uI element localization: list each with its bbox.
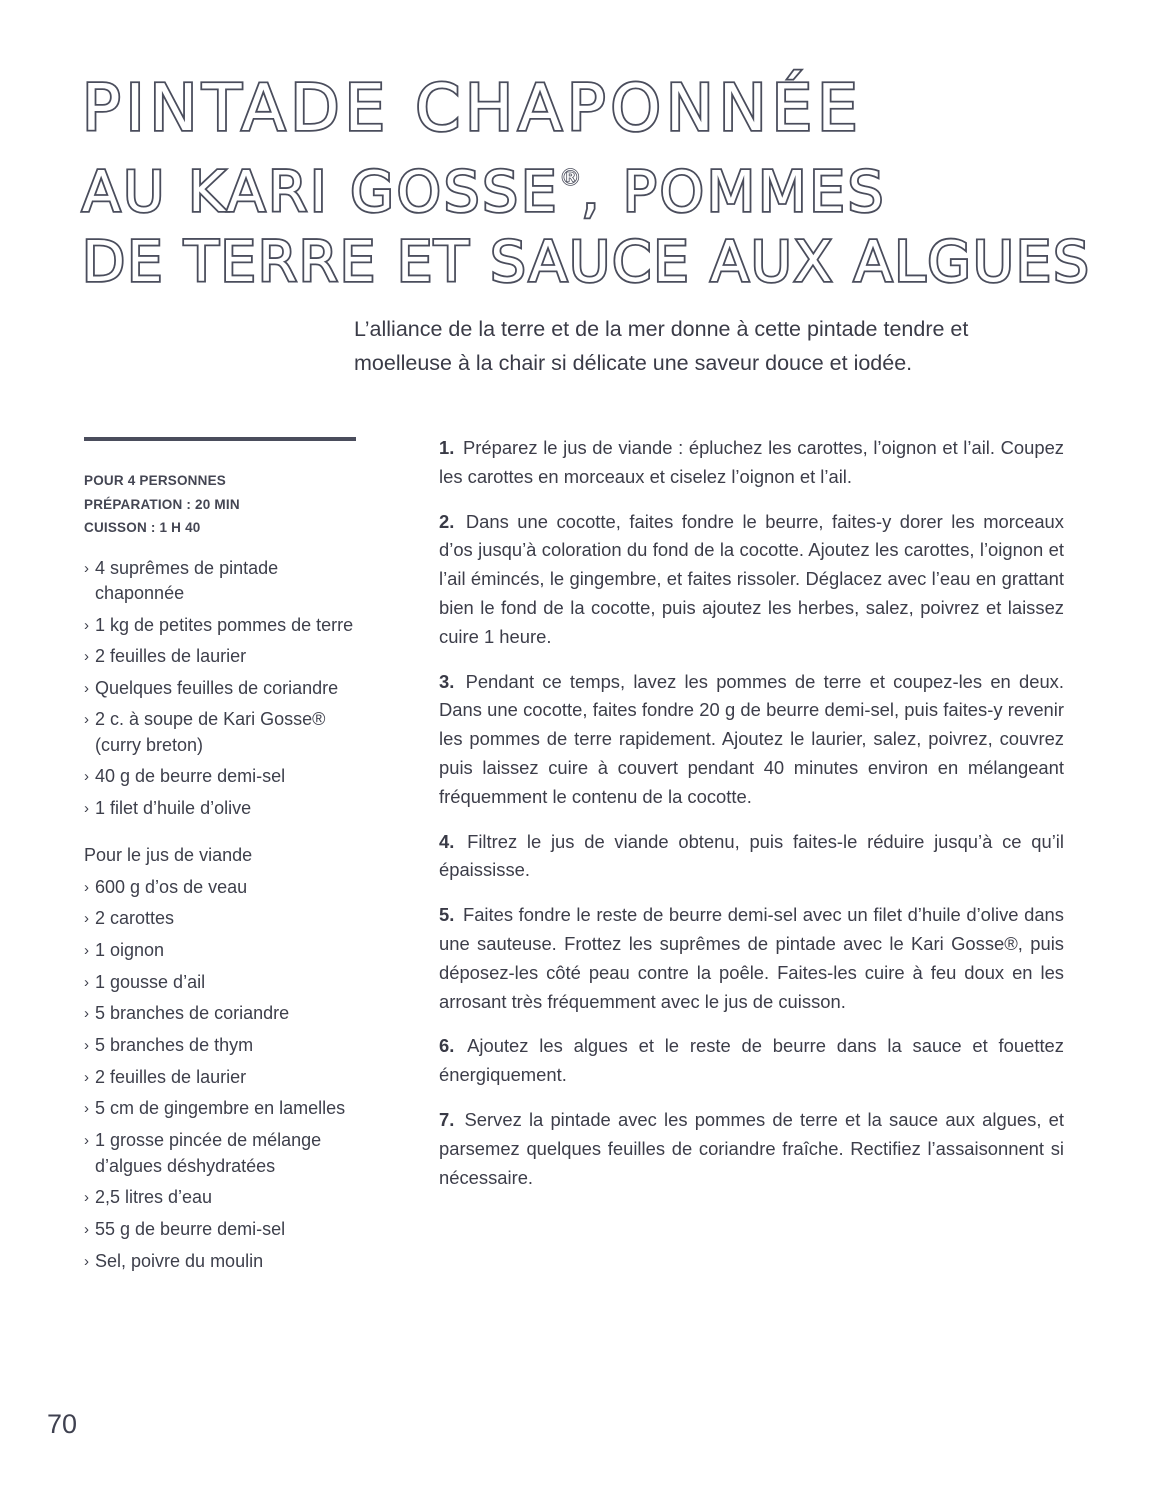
ingredients-sidebar (84, 437, 364, 1280)
ingredient-item: › 1 oignon (84, 938, 364, 964)
chevron-bullet-icon: › (84, 648, 89, 665)
step-text: Ajoutez les algues et le reste de beurre dans la sauce et fouettez énergiquement. (439, 1035, 1064, 1086)
chevron-bullet-icon: › (84, 1036, 89, 1054)
ingredient-item: › 2 feuilles de laurier (84, 644, 364, 670)
step-number: 6. (439, 1035, 455, 1057)
chevron-bullet-icon: › (84, 1132, 89, 1149)
chevron-bullet-icon: › (84, 1220, 89, 1238)
ingredient-item: › 5 cm de gingembre en lamelles (84, 1096, 364, 1122)
chevron-bullet-icon: › (84, 910, 89, 928)
ingredient-item: › 1 filet d’huile d’olive (84, 796, 364, 822)
chevron-bullet-icon: › (84, 768, 89, 785)
title-line-2 (82, 144, 1091, 228)
chevron-bullet-icon: › (84, 941, 89, 959)
title-line-2-prefix: AU KARI GOSSE (82, 160, 560, 225)
step-number: 7. (439, 1108, 455, 1130)
step-text: Faites fondre le reste de beurre demi-sel avec un filet d’huile d’olive dans une sauteuse. Frottez les suprêmes de pintade avec le Kari Gosse®, puis déposez-les côté peau contre la poêle. Faites-les cuire à feu doux en les arrosant très fréquemment avec le jus de cuisson. (439, 904, 1064, 1012)
step-number: 1. (439, 437, 455, 458)
step-7 (439, 1106, 1064, 1192)
chevron-bullet-icon: › (84, 1252, 89, 1270)
recipe-intro: L’alliance de la terre et de la mer donne à cette pintade tendre et moelleuse à la chair si délicate une saveur douce et iodée. (354, 317, 969, 375)
ingredient-list-jus (84, 875, 364, 1275)
ingredient-list-main (84, 556, 364, 822)
servings: POUR 4 PERSONNES (84, 473, 226, 488)
chevron-bullet-icon: › (84, 711, 89, 728)
step-5 (439, 901, 1064, 1016)
ingredient-item: › 2 feuilles de laurier (84, 1065, 364, 1091)
ingredient-item: › 1 kg de petites pommes de terre (84, 613, 364, 639)
sidebar-divider (84, 437, 356, 441)
title-line-3: DE TERRE ET SAUCE AUX ALGUES (82, 230, 1091, 295)
step-3 (439, 668, 1064, 812)
recipe-meta (84, 469, 364, 540)
recipe-title (82, 74, 1091, 298)
chevron-bullet-icon: › (84, 679, 89, 697)
ingredient-item: › 600 g d’os de veau (84, 875, 364, 901)
step-number: 3. (439, 670, 455, 692)
step-6 (439, 1032, 1064, 1090)
title-line-2-suffix: , POMMES (581, 160, 887, 225)
ingredient-item: › 1 gousse d’ail (84, 970, 364, 996)
ingredient-item: › 5 branches de thym (84, 1033, 364, 1059)
ingredient-item: › 2,5 litres d’eau (84, 1185, 364, 1211)
chevron-bullet-icon: › (84, 1005, 89, 1023)
ingredient-item: › 5 branches de coriandre (84, 1001, 364, 1027)
ingredient-item: › 2 c. à soupe de Kari Gosse® (curry breton) (84, 709, 326, 755)
ingredient-item: › Quelques feuilles de coriandre (84, 676, 364, 702)
ingredient-item: › Sel, poivre du moulin (84, 1249, 364, 1275)
jus-subheading: Pour le jus de viande (84, 845, 253, 865)
page-number: 70 (47, 1409, 78, 1439)
chevron-bullet-icon: › (84, 973, 89, 991)
ingredient-item: › 2 carottes (84, 906, 364, 932)
chevron-bullet-icon: › (84, 559, 89, 577)
step-number: 5. (439, 904, 455, 926)
recipe-steps (439, 434, 1064, 1208)
step-1 (439, 434, 1064, 492)
chevron-bullet-icon: › (84, 878, 89, 896)
step-text: Dans une cocotte, faites fondre le beurre, faites-y dorer les morceaux d’os jusqu’à coloration du fond de la cocotte. Ajoutez les carottes, l’oignon et l’ail émincés, le gingembre, et faites rissoler. Déglacez avec l’eau en grattant bien le fond de la cocotte, puis ajoutez les herbes, salez, poivrez et laissez cuire 1 heure. (439, 510, 1064, 647)
step-4 (439, 828, 1064, 886)
chevron-bullet-icon: › (84, 1189, 89, 1207)
step-text: Servez la pintade avec les pommes de terre et la sauce aux algues, et parsemez quelques feuilles de coriandre fraîche. Rectifiez l’assaisonnent si nécessaire. (439, 1108, 1064, 1188)
step-number: 4. (439, 830, 455, 852)
ingredient-item: › 40 g de beurre demi-sel (84, 764, 364, 790)
ingredient-item: › 4 suprêmes de pintade chaponnée (84, 557, 279, 603)
chevron-bullet-icon: › (84, 1100, 89, 1118)
title-line-1: PINTADE CHAPONNÉE (82, 72, 863, 146)
chevron-bullet-icon: › (84, 1068, 89, 1086)
ingredient-item: › 55 g de beurre demi-sel (84, 1217, 364, 1243)
step-text: Pendant ce temps, lavez les pommes de terre et coupez-les en deux. Dans une cocotte, faites fondre 20 g de beurre demi-sel, puis faites-y revenir les pommes de terre rapidement. Ajoutez le laurier, salez, poivrez, couvrez puis laissez cuire à couvert pendant 40 minutes environ en mélangeant fréquemment le contenu de la cocotte. (439, 670, 1064, 807)
chevron-bullet-icon: › (84, 616, 89, 634)
preparation-time: PRÉPARATION : 20 MIN (84, 496, 240, 512)
registered-mark: ® (559, 166, 582, 191)
step-2 (439, 508, 1064, 652)
step-number: 2. (439, 510, 455, 532)
chevron-bullet-icon: › (84, 799, 89, 817)
step-text: Filtrez le jus de viande obtenu, puis faites-le réduire jusqu’à ce qu’il épaississe. (439, 830, 1064, 881)
ingredient-item: › 1 grosse pincée de mélange d’algues déshydratées (84, 1130, 322, 1176)
step-text: Préparez le jus de viande : épluchez les carottes, l’oignon et l’ail. Coupez les carottes en morceaux et ciselez l’oignon et l’ail. (439, 437, 1064, 487)
cooking-time: CUISSON : 1 H 40 (84, 520, 201, 535)
